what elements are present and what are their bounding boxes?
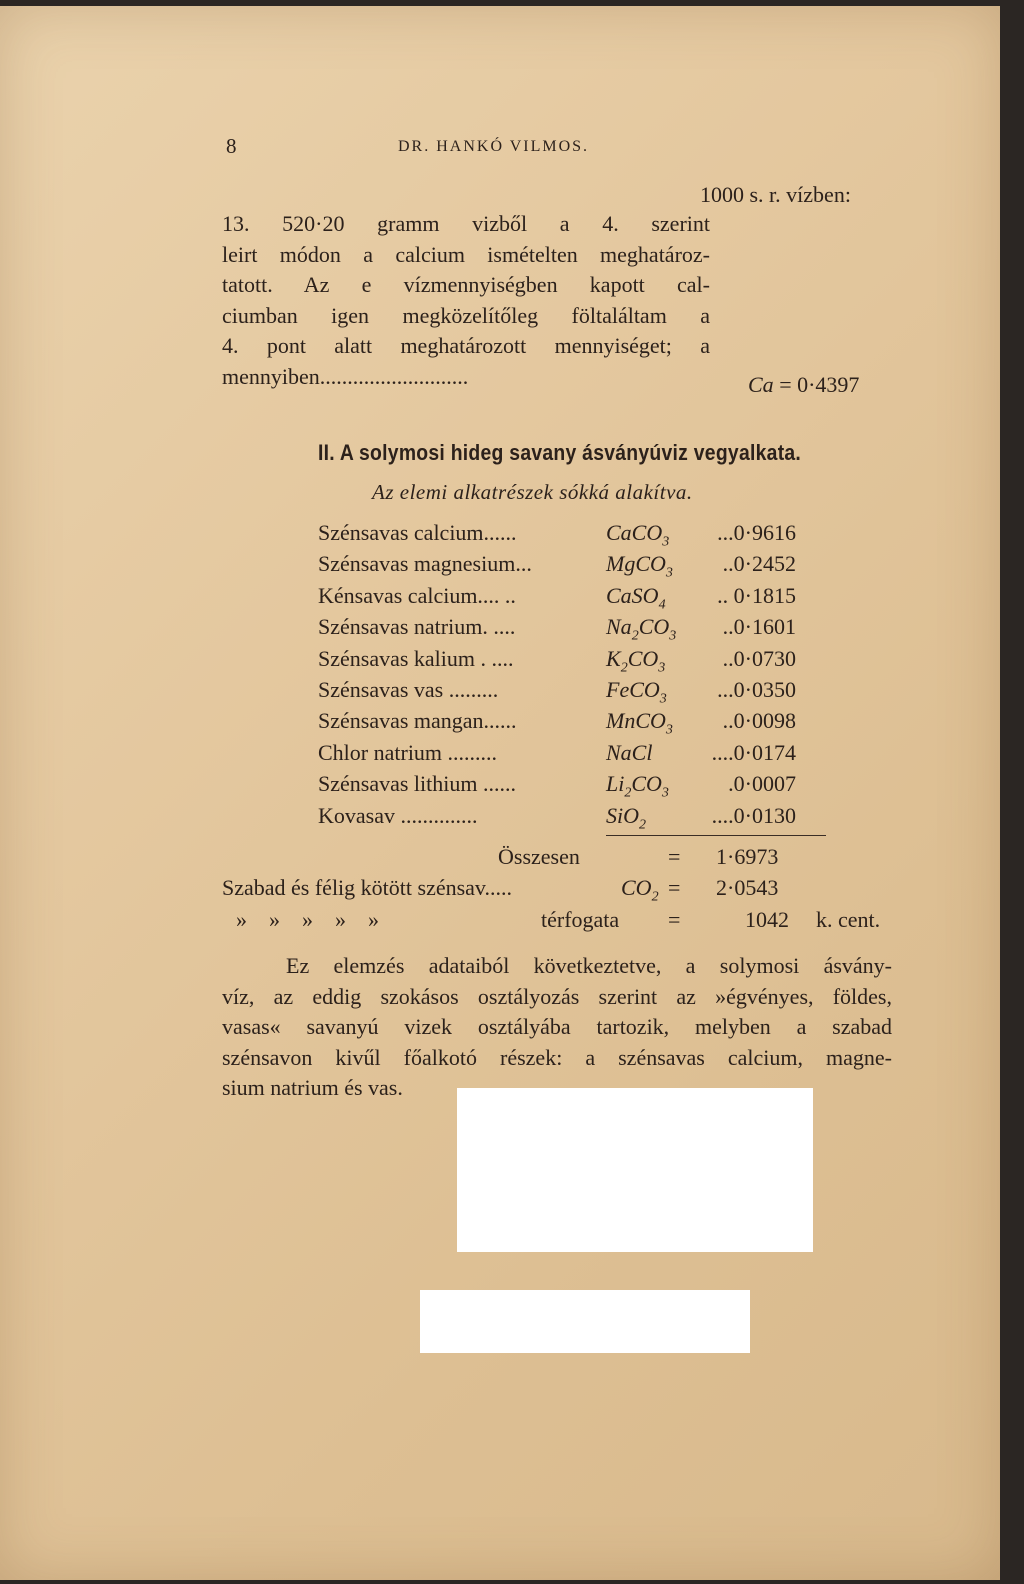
compound-value: ..0·1601 [722,614,796,640]
paragraph-line: 13. 520·20 gramm vizből a 4. szerint [222,211,710,236]
compound-name: Kénsavas calcium.... .. [318,582,516,608]
compound-name: Szénsavas vas ......... [318,677,499,702]
composition-row [0,771,1000,802]
conclusion-paragraph [222,951,892,1104]
compound-value: ..0·0098 [722,708,796,734]
compound-name: Szénsavas calcium...... [318,520,517,545]
ditto-marks: » » » » » [236,907,379,932]
compound-value: ...0·9616 [717,520,796,545]
section-heading: II. A solymosi hideg savany ásványúviz vegyalkata. [318,440,802,465]
redaction-box [420,1290,750,1353]
compound-value: ....0·0130 [711,802,796,828]
compound-value: ....0·0174 [711,739,796,765]
conclusion-line: Ez elemzés adataiból következtetve, a solymosi ásvány- [286,953,892,978]
co2-label: Szabad és félig kötött szénsav..... [222,875,512,900]
composition-row [0,677,1000,708]
co2-formula: $CO_2$ [621,875,659,905]
compound-value: ...0·0350 [717,677,796,702]
compound-formula: MgCO$_3$ [606,551,673,581]
paragraph-line: leirt módon a calcium ismételten meghatároz- [222,241,710,267]
calcium-value: = 0·4397 [779,372,860,397]
compound-name: Szénsavas lithium ...... [318,771,516,797]
composition-row [0,740,1000,771]
compound-value: ..0·0730 [722,645,796,671]
unit-label: 1000 s. r. vízben: [700,182,851,207]
volume-value: 1042 [745,907,789,932]
compound-formula: CaSO$_4$ [606,582,666,613]
compound-value: ..0·2452 [722,551,796,577]
co2-eq: = [668,875,681,900]
compound-name: Szénsavas kalium . .... [318,645,514,671]
compound-formula: FeCO$_3$ [606,677,667,707]
page-number: 8 [226,134,237,158]
calcium-symbol: Ca [748,372,774,397]
compound-name: Kovasav .............. [318,802,478,828]
sum-eq: = [668,844,681,869]
composition-row [0,614,1000,645]
compound-value: .0·0007 [728,771,796,797]
compound-formula: CaCO$_3$ [606,520,670,550]
volume-eq: = [668,907,681,932]
composition-row [0,646,1000,677]
redaction-box [457,1088,813,1252]
paragraph-line: tatott. Az e vízmennyiségben kapott cal- [222,272,710,297]
compound-formula: $K_2CO_3$ [606,645,666,675]
book-page [0,6,1000,1580]
sum-rule [606,835,826,836]
paragraph-line: ciumban igen megközelítőleg föltaláltam a [222,302,710,328]
conclusion-line: víz, az eddig szokásos osztályozás szerint az »égvényes, földes, [222,983,892,1009]
volume-label: térfogata [541,907,620,932]
compound-formula: MnCO$_3$ [606,708,673,738]
co2-value: 2·0543 [716,875,779,900]
paragraph-13 [222,209,710,392]
sum-value: 1·6973 [716,844,779,869]
calcium-result [748,372,859,398]
running-title: DR. HANKÓ VILMOS. [398,138,590,155]
conclusion-line: vasas« savanyú vizek osztályába tartozik, melyben a szabad [222,1014,892,1039]
composition-row [0,803,1000,834]
conclusion-line: sium natrium és vas. [222,1075,403,1100]
compound-value: .. 0·1815 [717,582,796,608]
composition-row [0,520,1000,551]
compound-formula: $Na_2CO_3$ [606,614,677,644]
volume-unit: k. cent. [816,907,881,932]
composition-row [0,708,1000,739]
compound-formula: $Li_2CO_3$ [606,771,669,801]
paragraph-line: mennyiben........................... [222,363,469,389]
compound-formula: NaCl [606,739,653,765]
compound-formula: SiO$_2$ [606,802,646,832]
compound-name: Chlor natrium ......... [318,739,498,765]
composition-row [0,551,1000,582]
compound-name: Szénsavas magnesium... [318,551,532,577]
compound-name: Szénsavas mangan...... [318,708,517,734]
composition-row [0,583,1000,614]
compound-name: Szénsavas natrium. .... [318,614,516,640]
conclusion-line: szénsavon kivűl főalkotó részek: a szénsavas calcium, magne- [222,1044,892,1070]
paragraph-line: 4. pont alatt meghatározott mennyiséget; a [222,333,710,358]
section-subheading: Az elemi alkatrészek sókká alakítva. [372,480,693,504]
sum-label: Összesen [498,844,580,869]
